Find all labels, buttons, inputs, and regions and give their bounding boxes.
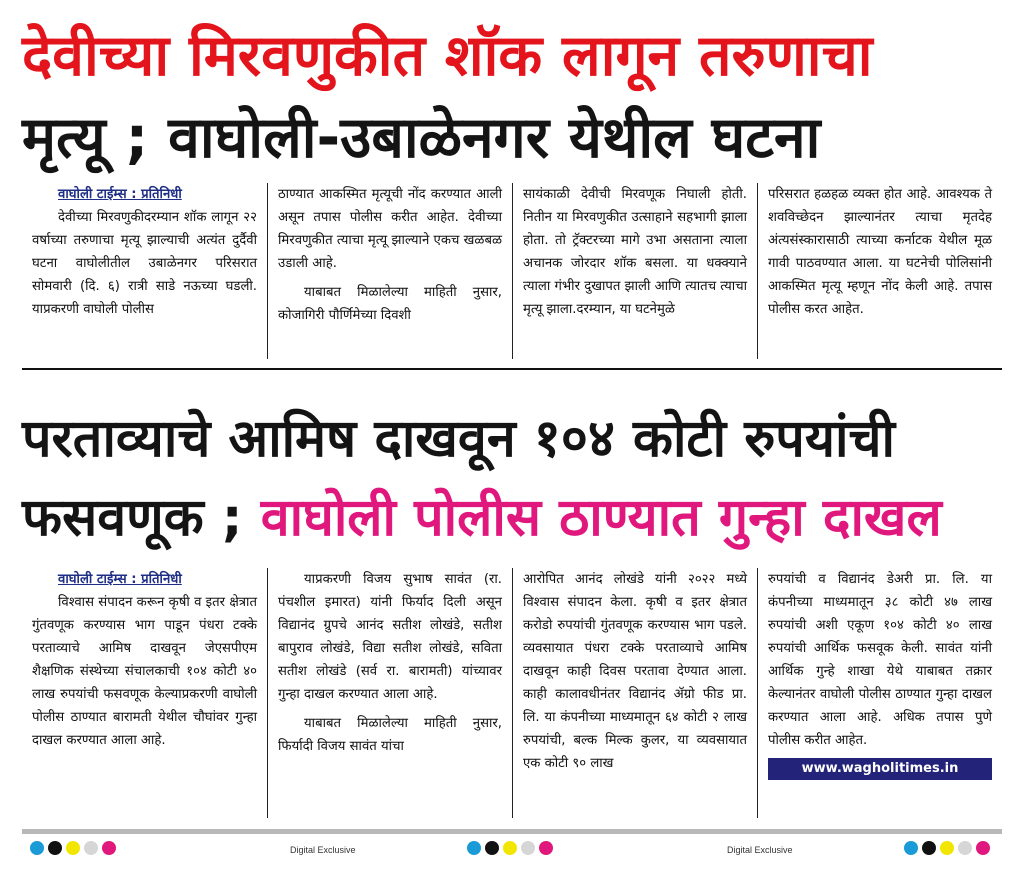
article1-column-2 [267, 183, 512, 359]
color-registration-dots-right [904, 841, 990, 855]
registration-dot [503, 841, 517, 855]
article1-paragraph: ठाण्यात आकस्मित मृत्यूची नोंद करण्यात आली असून तपास पोलीस करीत आहेत. देवीच्या मिरवणुकीत त्याचा मृत्यू झाल्याने एकच खळबळ उडाली आहे. [278, 187, 502, 271]
article2-paragraph: विश्वास संपादन करून कृषी व इतर क्षेत्रात गुंतवणूक करण्यास भाग पाडून पंधरा टक्के परताव्याचे आमिष दाखवून जेएसपीएम शैक्षणिक संस्थेच्या संचालकाची १०४ कोटी ४० लाख रुपयांची फसवणूक केल्याप्रकरणी वाघोली पोलीस ठाण्यात बारामती येथील चौघांवर गुन्हा दाखल करण्यात आला आहे. [32, 595, 257, 748]
article2-column-4 [757, 568, 1002, 818]
registration-dot [958, 841, 972, 855]
article1-headline-line1: देवीच्या मिरवणुकीत शॉक लागून तरुणाचा [22, 23, 873, 89]
registration-dot [66, 841, 80, 855]
registration-dot [521, 841, 535, 855]
article1-column-4 [757, 183, 1002, 359]
article2-headline-line2 [22, 488, 1010, 548]
article1-byline: वाघोली टाईम्स : प्रतिनिधी [58, 187, 182, 202]
registration-dot [30, 841, 44, 855]
registration-dot [84, 841, 98, 855]
article2-body [22, 568, 1002, 818]
registration-dot [976, 841, 990, 855]
article1-column-3 [512, 183, 757, 359]
registration-dot [48, 841, 62, 855]
article2-headline-black: फसवणूक ; [22, 488, 261, 548]
registration-dot [940, 841, 954, 855]
article2-byline: वाघोली टाईम्स : प्रतिनिधी [58, 572, 182, 587]
article2-headline-pink: वाघोली पोलीस ठाण्यात गुन्हा दाखल [260, 488, 942, 548]
registration-dot [102, 841, 116, 855]
article1-body [22, 183, 1002, 359]
article2-paragraph: याप्रकरणी विजय सुभाष सावंत (रा. पंचशील इमारत) यांनी फिर्याद दिली असून विद्यानंद ग्रुपचे आनंद सतीश लोखंडे, सतीश बापुराव लोखंडे, विद्या सतीश लोखंडे, सविता सतीश लोखंडे (सर्व रा. बारामती) यांच्यावर गुन्हा दाखल करण्यात आला आहे. [278, 572, 502, 702]
color-registration-dots-middle [467, 841, 553, 855]
color-registration-dots-left [30, 841, 116, 855]
article1-paragraph: याबाबत मिळालेल्या माहिती नुसार, कोजागिरी पौर्णिमेच्या दिवशी [278, 285, 502, 323]
article2-column-2 [267, 568, 512, 818]
article1-column-1 [22, 183, 267, 359]
article1-paragraph: देवीच्या मिरवणुकीदरम्यान शॉक लागून २२ वर्षाच्या तरुणाचा मृत्यू झाल्याची अत्यंत दुर्दैवी घटना वाघोलीतील उबाळेनगर परिसरात सोमवारी (दि. ६) रात्री साडे नऊच्या घडली. याप्रकरणी वाघोली पोलीस [32, 210, 257, 317]
footer-bar [22, 829, 1002, 834]
article1-paragraph: परिसरात हळहळ व्यक्त होत आहे. आवश्यक ते शवविच्छेदन झाल्यानंतर त्याचा मृतदेह अंत्यसंस्कारासाठी त्याच्या कर्नाटक येथील मूळ गावी पाठवण्यात आला. या घटनेची पोलिसांनी आकस्मित मृत्यू म्हणून नोंद केली आहे. तपास पोलीस करत आहेत. [768, 187, 992, 317]
article2-paragraph: याबाबत मिळालेल्या माहिती नुसार, फिर्यादी विजय सावंत यांचा [278, 716, 502, 754]
article2-headline-line1: परताव्याचे आमिष दाखवून १०४ कोटी रुपयांची [22, 409, 895, 469]
article2-paragraph: आरोपित आनंद लोखंडे यांनी २०२२ मध्ये विश्वास संपादन केला. कृषी व इतर क्षेत्रात करोडो रुपयांची गुंतवणूक करण्यास भाग पडले. व्यवसायात पंधरा टक्के परताव्याचे आमिष दाखवून काही दिवस परतावा देण्यात आला. काही कालावधीनंतर विद्यानंद ॲग्रो फीड प्रा. लि. या कंपनीच्या माध्यमातून ६४ कोटी २ लाख रुपयांची, बल्क मिल्क कुलर, या व्यवसायात एक कोटी ९० लाख [523, 572, 747, 771]
registration-dot [922, 841, 936, 855]
registration-dot [539, 841, 553, 855]
article1-headline-line2: मृत्यू ; वाघोली-उबाळेनगर येथील घटना [22, 105, 821, 171]
registration-dot [485, 841, 499, 855]
registration-dot [904, 841, 918, 855]
article1-paragraph: सायंकाळी देवीची मिरवणूक निघाली होती. नितीन या मिरवणुकीत उत्साहाने सहभागी झाला होता. तो ट्रॅक्टरच्या मागे उभा असताना त्याला अचानक जोरदार शॉक बसला. या धक्क्याने त्याला गंभीर दुखापत झाली आणि त्यातच त्याचा मृत्यू झाला.दरम्यान, या घटनेमुळे [523, 187, 747, 317]
article2-column-1 [22, 568, 267, 818]
footer-label-center: Digital Exclusive [290, 845, 356, 855]
article2-column-3 [512, 568, 757, 818]
website-link[interactable]: www.wagholitimes.in [768, 758, 992, 780]
article2-paragraph: रुपयांची व विद्यानंद डेअरी प्रा. लि. या कंपनीच्या माध्यमातून ३८ कोटी ४७ लाख रुपयांची अशी एकूण १०४ कोटी ४० लाख रुपयांची आर्थिक फसवूक केली. सावंत यांनी आर्थिक गुन्हे शाखा येथे याबाबत तक्रार केल्यानंतर वाघोली पोलीस ठाण्यात गुन्हा दाखल करण्यात आला आहे. अधिक तपास पुणे पोलीस करीत आहेत. [768, 572, 992, 748]
section-divider [22, 368, 1002, 370]
registration-dot [467, 841, 481, 855]
footer-label-right: Digital Exclusive [727, 845, 793, 855]
